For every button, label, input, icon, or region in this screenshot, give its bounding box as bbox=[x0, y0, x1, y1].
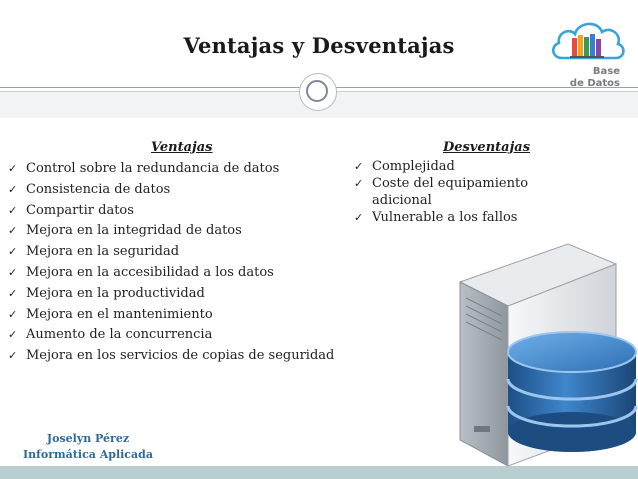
ventaja-item-text: Mejora en la integridad de datos bbox=[26, 223, 242, 239]
ventaja-item bbox=[0, 325, 334, 346]
checkmark-icon: ✓ bbox=[8, 224, 18, 238]
slide-title: Ventajas y Desventajas bbox=[183, 33, 455, 58]
ventajas-list bbox=[0, 159, 334, 367]
ventaja-item-text: Mejora en la productividad bbox=[26, 285, 205, 301]
checkmark-icon: ✓ bbox=[354, 211, 364, 224]
checkmark-icon: ✓ bbox=[8, 245, 18, 259]
ventaja-item bbox=[0, 242, 334, 263]
checkmark-icon: ✓ bbox=[8, 328, 18, 342]
desventajas-heading: Desventajas bbox=[443, 140, 531, 155]
ventaja-item bbox=[0, 284, 334, 305]
ventaja-item-text: Compartir datos bbox=[26, 202, 134, 218]
footer-band bbox=[0, 466, 638, 479]
author-name: Joselyn Pérez bbox=[46, 432, 130, 445]
ventaja-item-text: Mejora en la accesibilidad a los datos bbox=[26, 264, 274, 280]
desventaja-item-text: Vulnerable a los fallos bbox=[372, 210, 518, 225]
ventajas-heading: Ventajas bbox=[151, 140, 213, 155]
desventaja-item bbox=[346, 209, 546, 226]
ventaja-item-text: Mejora en los servicios de copias de seguridad bbox=[26, 348, 335, 364]
ventaja-item bbox=[0, 305, 334, 326]
ventaja-item bbox=[0, 221, 334, 242]
logo-text-line1: Base bbox=[592, 66, 620, 77]
ventaja-item bbox=[0, 159, 334, 180]
checkmark-icon: ✓ bbox=[8, 162, 18, 175]
desventaja-item bbox=[346, 158, 546, 175]
ventaja-item-text: Consistencia de datos bbox=[26, 181, 171, 197]
checkmark-icon: ✓ bbox=[354, 160, 364, 173]
ventaja-item-text: Aumento de la concurrencia bbox=[26, 327, 213, 343]
logo bbox=[548, 14, 628, 92]
desventaja-item-text: Coste del equipamiento adicional bbox=[372, 176, 529, 208]
cloud-books-icon bbox=[548, 14, 628, 66]
logo-text-line2: de Datos bbox=[569, 78, 620, 89]
ventaja-item-text: Mejora en el mantenimiento bbox=[26, 306, 213, 322]
desventajas-list bbox=[346, 158, 546, 226]
server-database-icon bbox=[448, 236, 638, 468]
checkmark-icon: ✓ bbox=[8, 182, 18, 196]
checkmark-icon: ✓ bbox=[8, 265, 18, 279]
ventaja-item bbox=[0, 346, 334, 367]
course-name: Informática Aplicada bbox=[23, 448, 153, 461]
ventaja-item bbox=[0, 180, 334, 201]
desventaja-item-text: Complejidad bbox=[372, 159, 455, 174]
checkmark-icon: ✓ bbox=[8, 203, 18, 217]
checkmark-icon: ✓ bbox=[354, 177, 364, 190]
desventaja-item bbox=[346, 175, 546, 209]
ventaja-item bbox=[0, 201, 334, 222]
divider-ornament-icon bbox=[299, 73, 337, 111]
checkmark-icon: ✓ bbox=[8, 307, 18, 321]
ventaja-item-text: Mejora en la seguridad bbox=[26, 244, 180, 260]
ventaja-item bbox=[0, 263, 334, 284]
checkmark-icon: ✓ bbox=[8, 349, 18, 363]
checkmark-icon: ✓ bbox=[8, 286, 18, 300]
ventaja-item-text: Control sobre la redundancia de datos bbox=[26, 161, 280, 176]
